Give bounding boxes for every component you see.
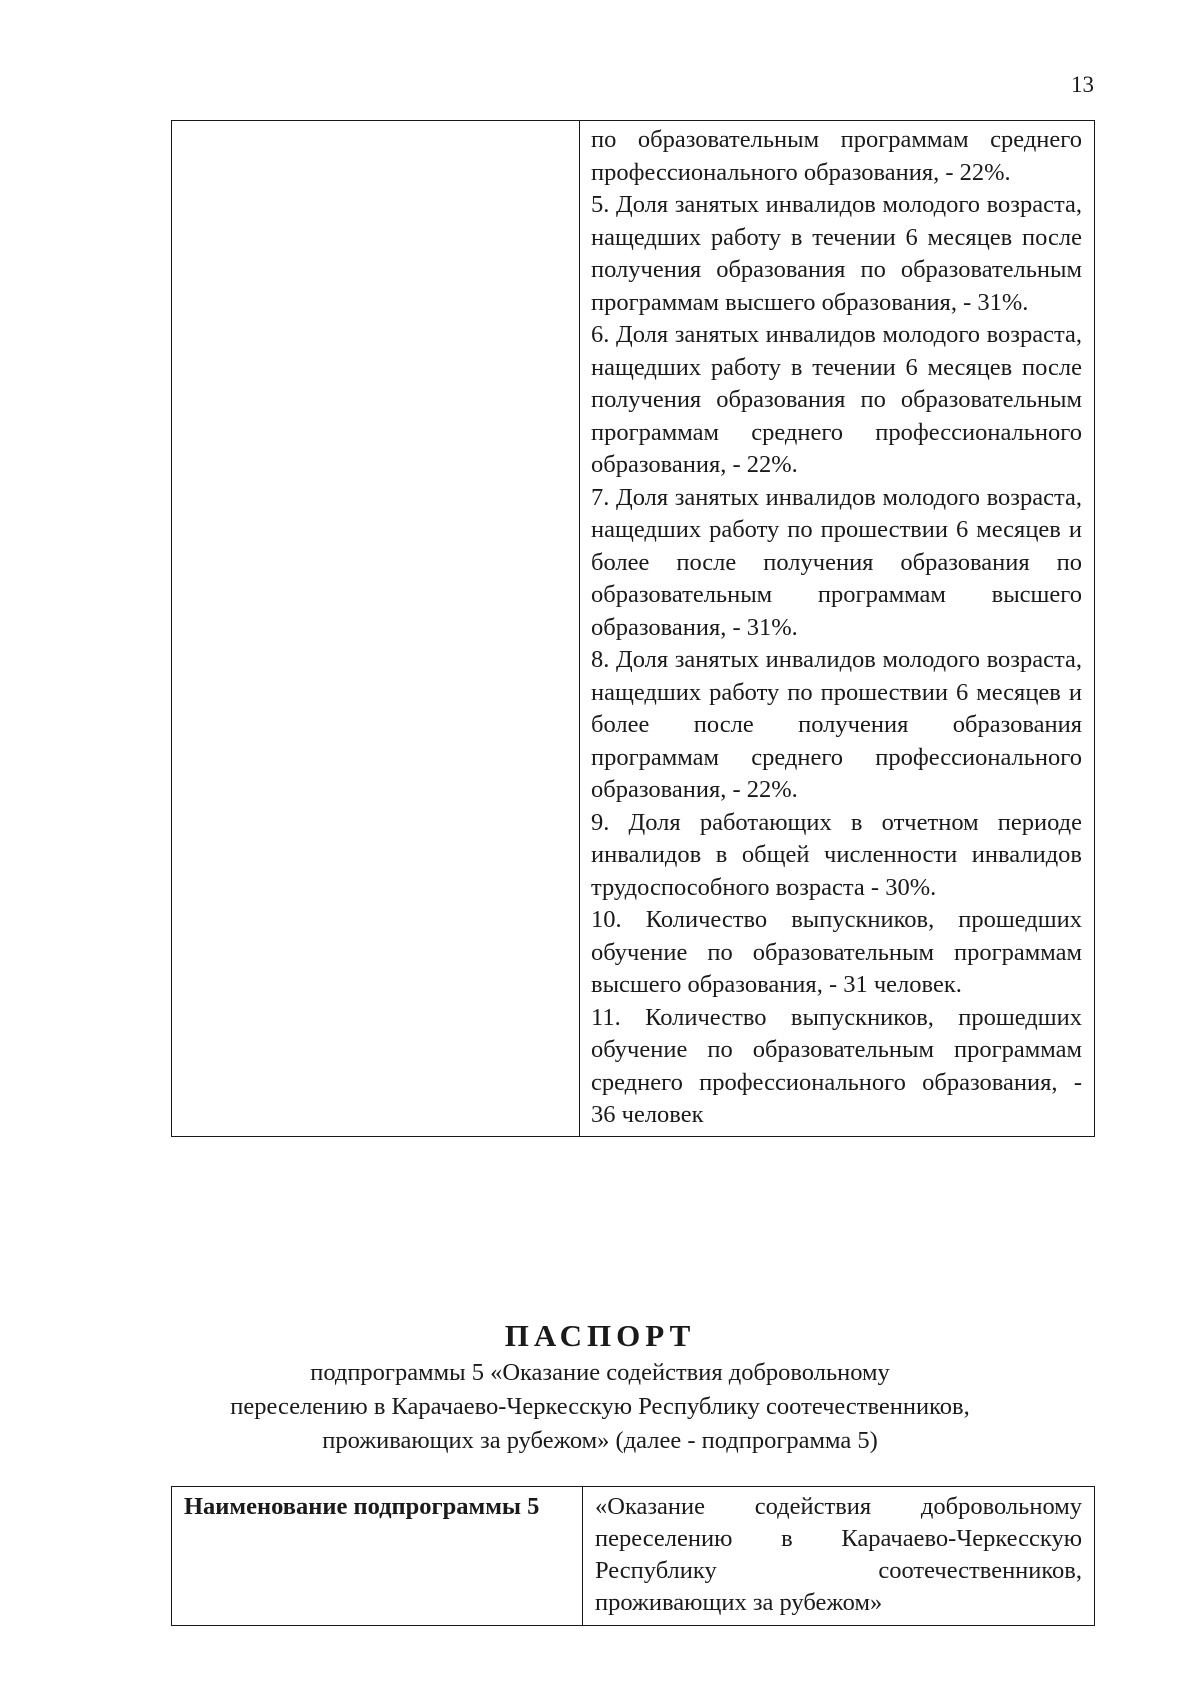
subprogram-name-label: Наименование подпрограммы 5 bbox=[184, 1493, 540, 1520]
indicator-item: 11. Количество выпускников, прошедших обучение по образовательным программам среднего профессионального образования, - 36 человек bbox=[591, 1003, 1082, 1128]
empty-cell bbox=[172, 121, 580, 1137]
indicator-item: 8. Доля занятых инвалидов молодого возраста, нащедших работу по прошествии 6 месяцев и более после получения образования программам среднего профессионального образования, - 22%. bbox=[591, 646, 1082, 803]
value-cell bbox=[583, 1487, 1095, 1626]
page-number: 13 bbox=[1071, 72, 1094, 97]
indicator-item: 9. Доля работающих в отчетном периоде инвалидов в общей численности инвалидов трудоспособного возраста - 30%. bbox=[591, 808, 1082, 901]
table-row bbox=[172, 121, 1095, 1137]
passport-subtitle-line: подпрограммы 5 «Оказание содействия добровольному bbox=[310, 1359, 890, 1386]
indicator-item: 7. Доля занятых инвалидов молодого возраста, нащедших работу по прошествии 6 месяцев и более после получения образования по образовательным программам высшего образования, - 31%. bbox=[591, 483, 1082, 641]
table-row bbox=[172, 1487, 1095, 1626]
indicators-cell bbox=[580, 121, 1095, 1137]
passport-subtitle-line: проживающих за рубежом» (далее - подпрограмма 5) bbox=[322, 1427, 878, 1454]
passport-table bbox=[171, 1486, 1095, 1626]
indicator-item: по образовательным программам среднего профессионального образования, - 22%. bbox=[591, 126, 1082, 186]
indicators-table bbox=[171, 120, 1095, 1137]
passport-subtitle-line: переселению в Карачаево-Черкесскую Республику соотечественников, bbox=[230, 1393, 970, 1420]
indicator-item: 6. Доля занятых инвалидов молодого возраста, нащедших работу в течении 6 месяцев после получения образования по образовательным программам среднего профессионального образования, - 22%. bbox=[591, 321, 1082, 478]
indicators-list bbox=[591, 124, 1082, 1132]
passport-title: ПАСПОРТ bbox=[504, 1318, 696, 1353]
subprogram-name-value: «Оказание содействия добровольному переселению в Карачаево-Черкесскую Республику соотечественников, проживающих за рубежом» bbox=[595, 1493, 1082, 1616]
passport-heading bbox=[150, 1316, 1050, 1458]
indicator-item: 10. Количество выпускников, прошедших обучение по образовательным программам высшего образования, - 31 человек. bbox=[591, 906, 1082, 998]
indicator-item: 5. Доля занятых инвалидов молодого возраста, нащедших работу в течении 6 месяцев после получения образования по образовательным программам высшего образования, - 31%. bbox=[591, 191, 1082, 316]
label-cell bbox=[172, 1487, 583, 1626]
